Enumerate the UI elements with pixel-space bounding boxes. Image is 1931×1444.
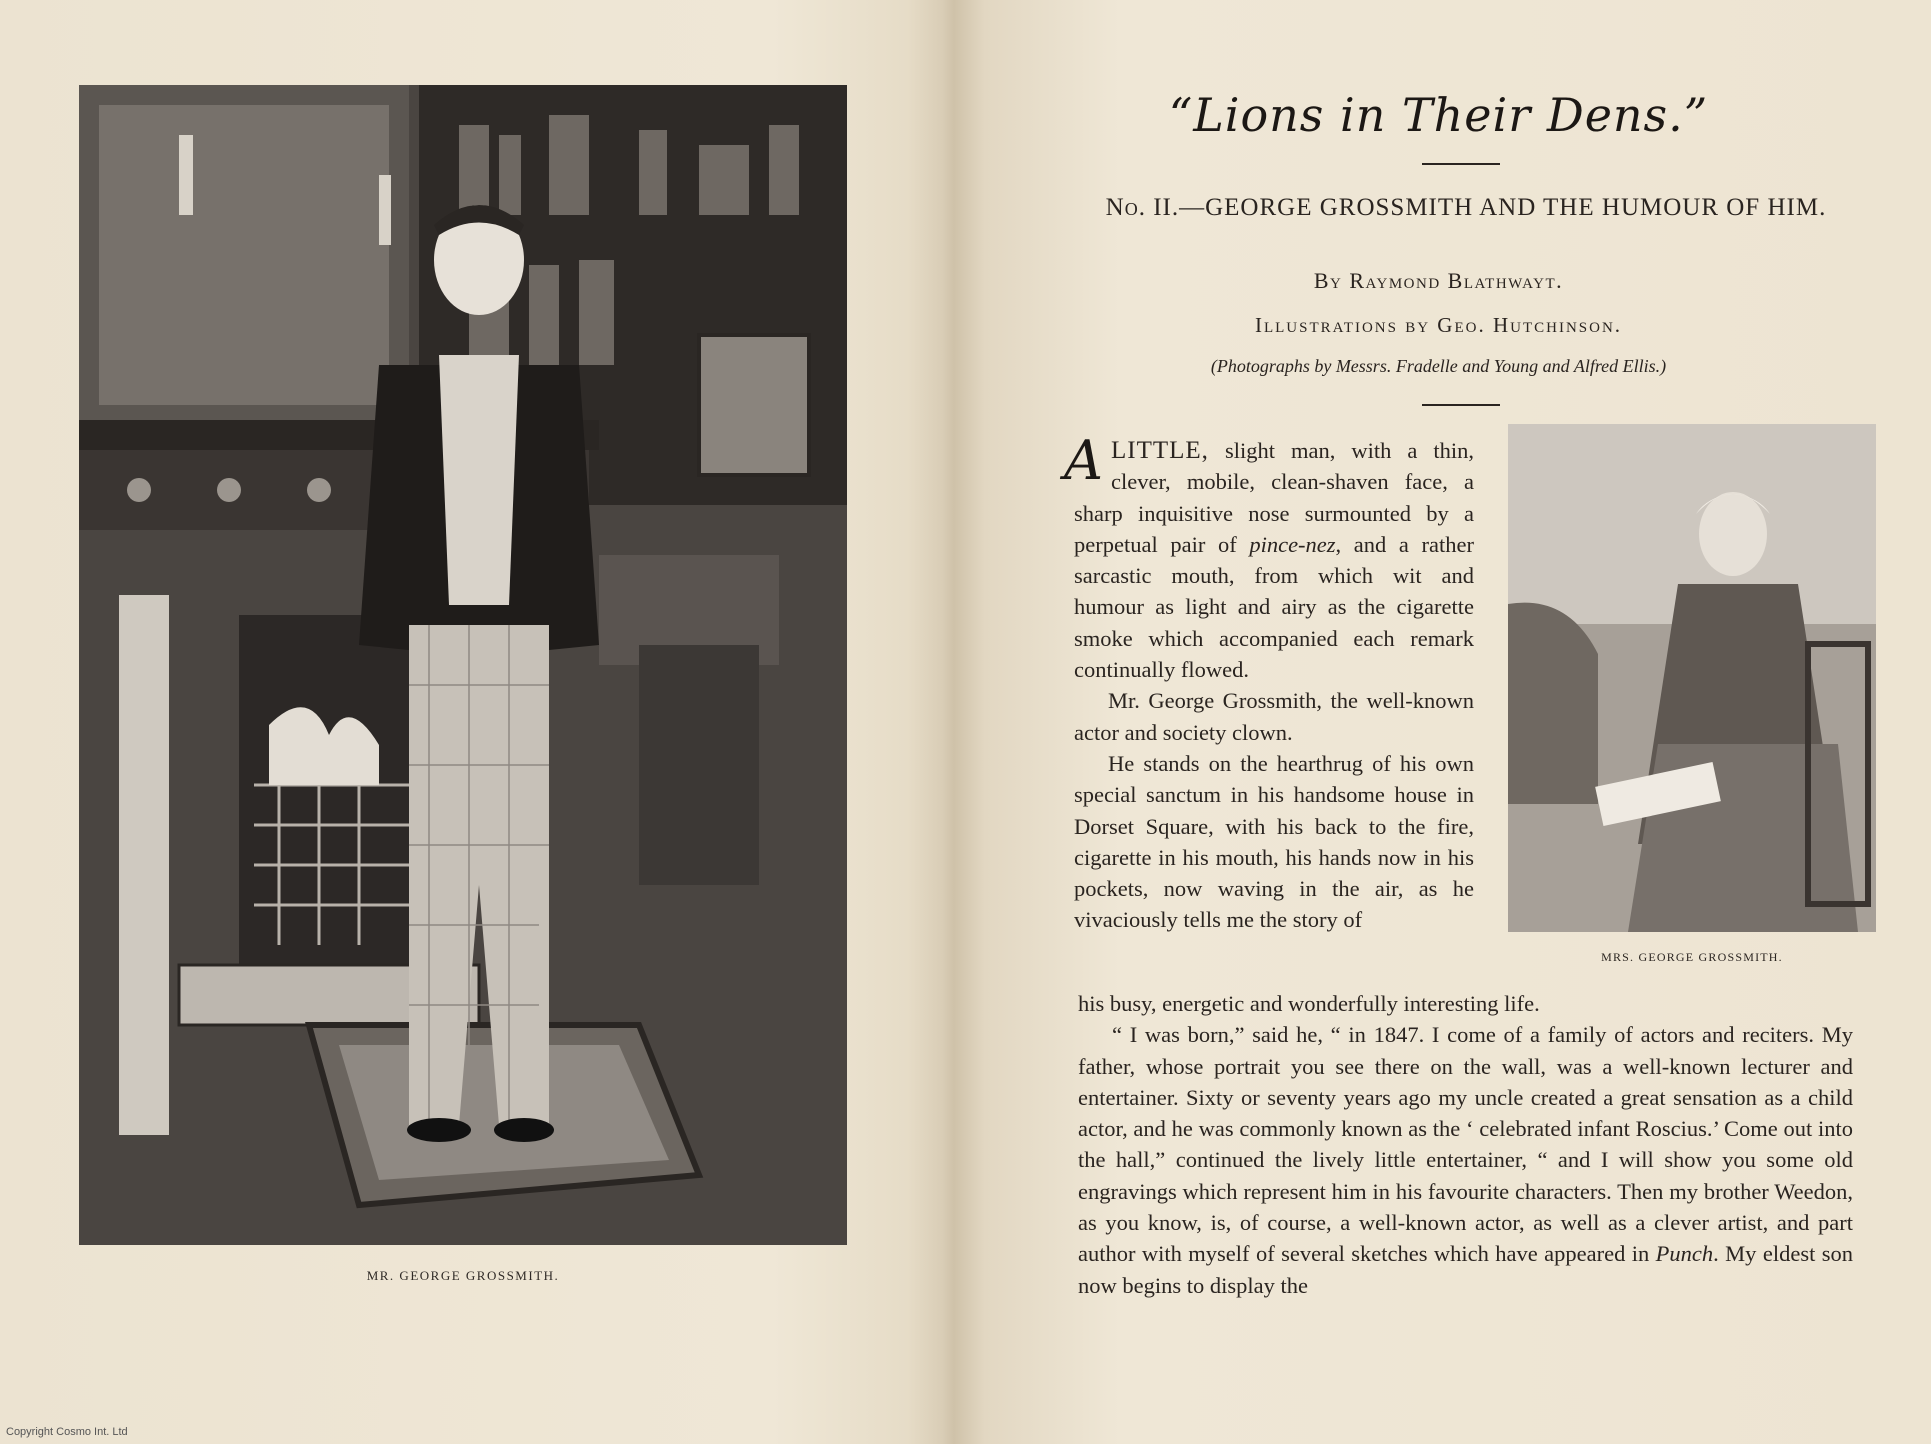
grossmith-illustration xyxy=(79,85,847,1245)
illustration-caption: MR. GEORGE GROSSMITH. xyxy=(366,1268,560,1283)
portrait-caption: MRS. GEORGE GROSSMITH. xyxy=(1601,950,1783,964)
illustrations-credit: Illustrations by Geo. Hutchinson. xyxy=(1254,313,1623,337)
paragraph-1: ALITTLE, slight man, with a thin, clever, mobile, clean-shaven face, a sharp inquisitive nose surmounted by a perpetual pair of pince-nez, and a rather sarcastic mouth, from which wit and humour as light and airy as the cigarette smoke which accompanied each remark continually flowed. xyxy=(1064,429,1474,683)
paragraph-3-continued: his busy, energetic and wonderfully interesting life. xyxy=(1078,991,1540,1016)
left-page xyxy=(0,0,946,1444)
mrs-grossmith-photo xyxy=(1508,424,1876,932)
paragraph-4: “ I was born,” said he, “ in 1847. I come of a family of actors and reciters. My father, whose portrait you see there on the wall, was a well-known lecturer and entertainer. Sixty or seventy years ago my uncle created a great sensation as a child actor, and he was commonly known as the ‘ celebrated infant Roscius.’ Come out into the hall,” continued the lively little entertainer, “ and I will show you some old engravings which represent him in his favourite characters. Then my brother Weedon, as you know, is, of course, a well-known actor, as well as a clever artist, and part author with myself of several sketches which have appeared in Punch. My eldest son now begins to display the xyxy=(1078,1022,1853,1298)
paragraph-3: He stands on the hearthrug of his own special sanctum in his handsome house in Dorset Square, with his back to the fire, cigarette in his mouth, his hands now in his pockets, now waving in the air, as he vivaciously tells me the story of xyxy=(1074,750,1474,933)
photographs-credit: (Photographs by Messrs. Fradelle and Young and Alfred Ellis.) xyxy=(1210,356,1667,376)
title-rule xyxy=(1422,163,1500,165)
copyright-watermark: Copyright Cosmo Int. Ltd xyxy=(6,1426,128,1438)
paragraph-2: Mr. George Grossmith, the well-known actor and society clown. xyxy=(1074,688,1474,745)
article-body-column xyxy=(1064,429,1474,936)
article-title: “Lions in Their Dens.” xyxy=(1168,88,1709,142)
drop-cap: A xyxy=(1064,429,1103,492)
article-subtitle: No. II.—GEORGE GROSSMITH AND THE HUMOUR OF HIM. xyxy=(1105,194,1827,221)
credit-rule xyxy=(1422,404,1500,406)
byline: By Raymond Blathwayt. xyxy=(1313,268,1564,293)
article-body-wide xyxy=(1078,988,1853,1301)
